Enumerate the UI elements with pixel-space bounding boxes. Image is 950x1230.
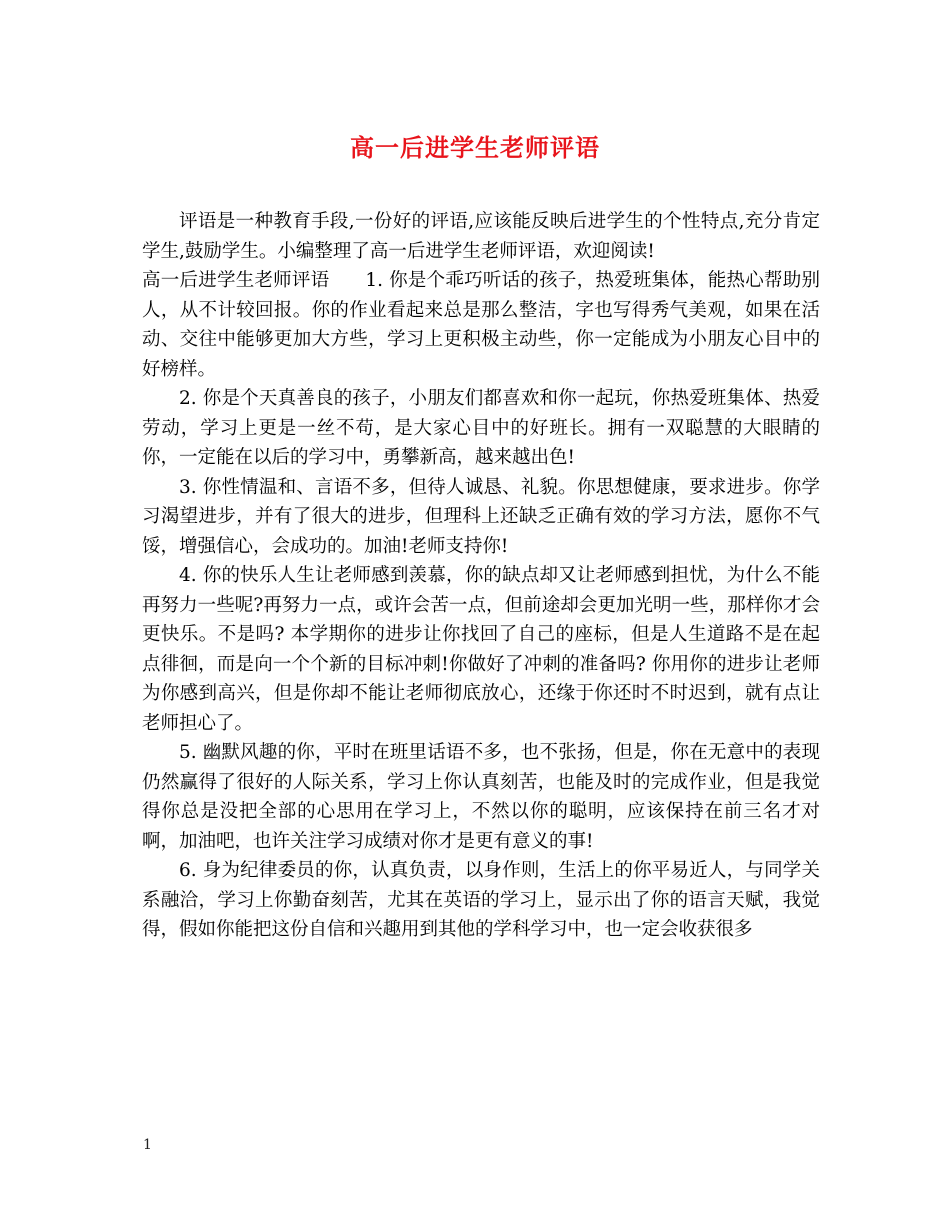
document-body <box>142 207 820 945</box>
comment-paragraph-1 <box>142 266 820 384</box>
intro-paragraph: 评语是一种教育手段,一份好的评语,应该能反映后进学生的个性特点,充分肯定学生,鼓励学生。小编整理了高一后进学生老师评语，欢迎阅读! <box>142 211 820 262</box>
comment-paragraph-2: 2. 你是个天真善良的孩子，小朋友们都喜欢和你一起玩，你热爱班集体、热爱劳动，学习上更是一丝不苟，是大家心目中的好班长。拥有一双聪慧的大眼睛的你，一定能在以后的学习中，勇攀新高，越来越出色! <box>142 388 820 468</box>
comment-paragraph-3: 3. 你性情温和、言语不多，但待人诚恳、礼貌。你思想健康，要求进步。你学习渴望进步，并有了很大的进步，但理科上还缺乏正确有效的学习方法，愿你不气馁，增强信心，会成功的。加油!老师支持你! <box>142 476 820 557</box>
comment-paragraph-4: 4. 你的快乐人生让老师感到羡慕，你的缺点却又让老师感到担忧，为什么不能再努力一些呢?再努力一点，或许会苦一点，但前途却会更加光明一些，那样你才会更快乐。不是吗? 本学期你的进步让你找回了自己的座标，但是人生道路不是在起点徘徊，而是向一个个新的目标冲刺!你做好了冲刺的准备吗? 你用你的进步让老师为你感到高兴，但是你却不能让老师彻底放心，还缘于你还时不时迟到，就有点让老师担心了。 <box>142 565 820 734</box>
comment-paragraph-6: 6. 身为纪律委员的你，认真负责，以身作则，生活上的你平易近人，与同学关系融洽，学习上你勤奋刻苦，尤其在英语的学习上，显示出了你的语言天赋，我觉得，假如你能把这份自信和兴趣用到其他的学科学习中，也一定会收获很多 <box>142 860 820 940</box>
comment-text-1: 1. 你是个乖巧听话的孩子，热爱班集体，能热心帮助别人，从不计较回报。你的作业看起来总是那么整洁，字也写得秀气美观，如果在活动、交往中能够更加大方些，学习上更积极主动些，你一定能成为小朋友心目中的好榜样。 <box>142 270 820 380</box>
section-heading: 高一后进学生老师评语 <box>142 270 330 291</box>
comment-paragraph-5: 5. 幽默风趣的你，平时在班里话语不多，也不张扬，但是，你在无意中的表现仍然赢得了很好的人际关系，学习上你认真刻苦，也能及时的完成作业，但是我觉得你总是没把全部的心思用在学习上，不然以你的聪明，应该保持在前三名才对啊，加油吧，也许关注学习成绩对你才是更有意义的事! <box>142 742 820 852</box>
page-number: 1 <box>143 1137 152 1153</box>
document-title: 高一后进学生老师评语 <box>350 133 600 162</box>
